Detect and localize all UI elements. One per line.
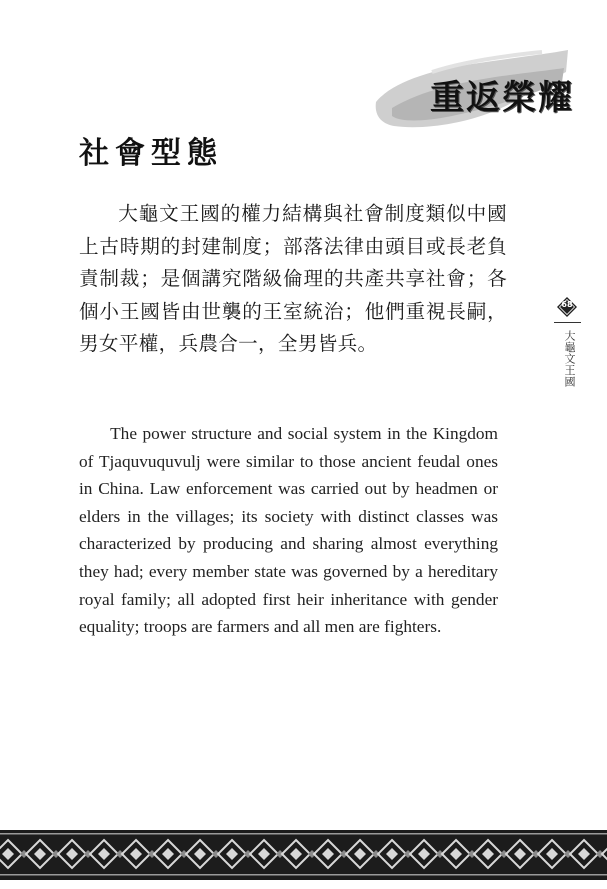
chapter-label: 大龜文王國 — [563, 330, 576, 388]
section-title: 社會型態 — [79, 136, 223, 171]
chinese-paragraph: 大龜文王國的權力結構與社會制度類似中國上古時期的封建制度；部落法律由頭目或長老負責制裁；是個講究階級倫理的共產共享社會；各個小王國皆由世襲的王室統治；他們重視長嗣，男女平權，兵農合一，全男皆兵。 — [79, 202, 507, 355]
side-divider — [554, 322, 581, 323]
page-number: 68 — [561, 300, 573, 309]
footer-pattern-band — [0, 830, 607, 880]
book-title: 重返榮耀 — [430, 78, 574, 118]
english-paragraph: The power structure and social system in the Kingdom of Tjaquvuquvulj were similar to those ancient feudal ones in China. Law enforcement was carried out by headmen or elders in the villages; its society with distinct classes was characterized by producing and sharing almost everything they had; every member state was governed by a hereditary royal family; all adopted first heir inheritance with gender equality; troops are farmers and all men are fighters. — [79, 424, 498, 637]
